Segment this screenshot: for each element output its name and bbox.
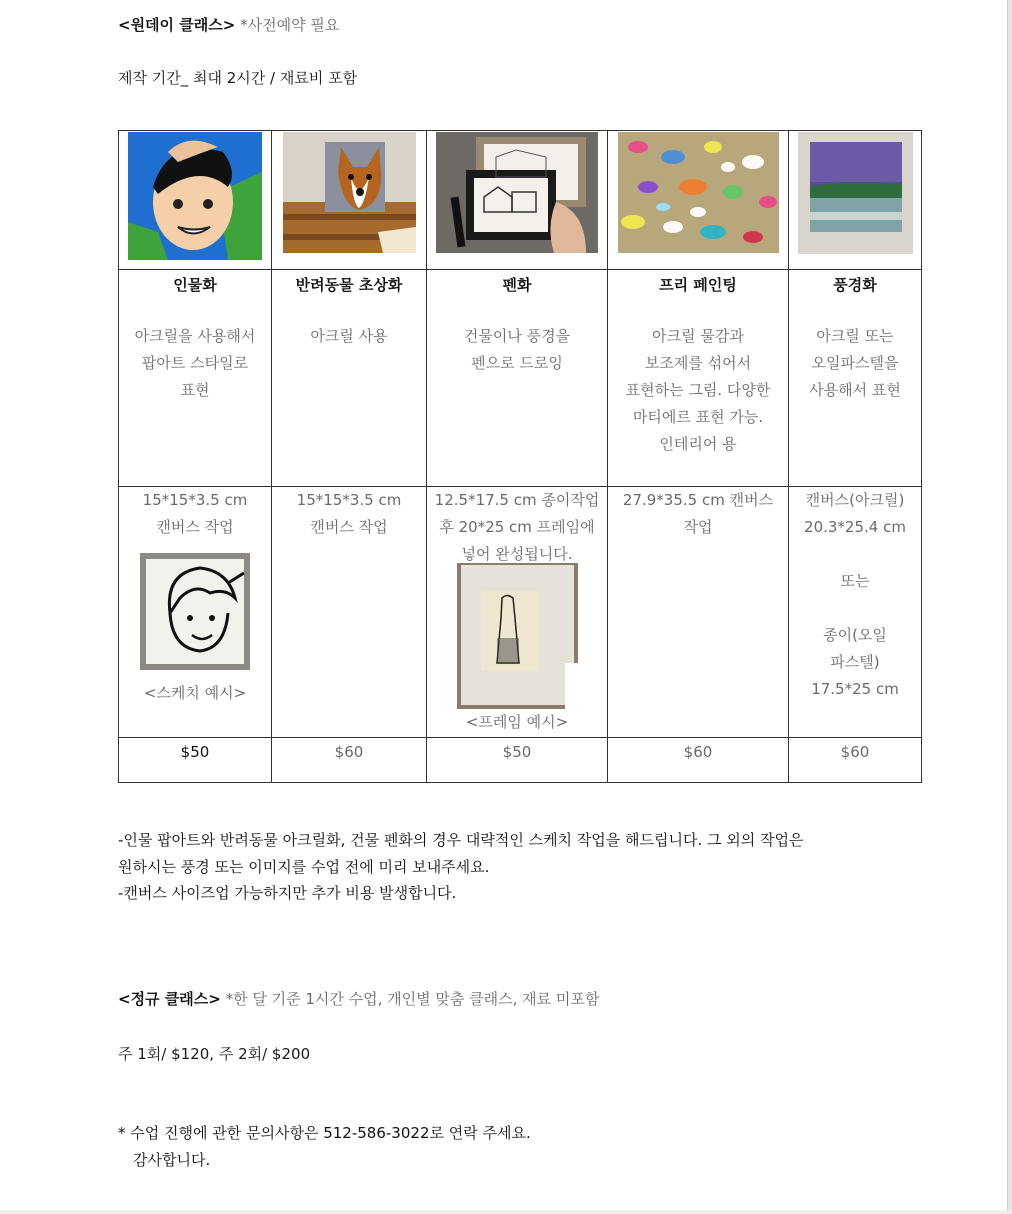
class-table xyxy=(118,130,922,783)
spec-row xyxy=(119,487,922,738)
notes-block xyxy=(118,827,804,907)
note-line: -인물 팝아트와 반려동물 아크릴화, 건물 펜화의 경우 대략적인 스케치 작업을 해드립니다. 그 외의 작업은 xyxy=(118,831,804,849)
landscape-desc-line: 아크릴 또는 xyxy=(816,327,894,345)
portrait-price: $50 xyxy=(180,743,210,761)
landscape-spec-line xyxy=(789,595,921,622)
pen-desc-line: 건물이나 풍경을 xyxy=(463,327,571,345)
pen-image-cell xyxy=(427,131,608,270)
free-painting-price-cell xyxy=(608,738,789,783)
landscape-spec-line: 20.3*25.4 cm xyxy=(804,518,906,536)
pet-spec-line: 15*15*3.5 cm xyxy=(296,491,402,509)
pen-price-cell xyxy=(427,738,608,783)
portrait-spec-line: 15*15*3.5 cm xyxy=(142,491,248,509)
pet-spec-cell xyxy=(272,487,427,738)
landscape-spec-line: 캔버스(아크릴) xyxy=(805,491,905,509)
landscape-desc-line: 오일파스텔을 xyxy=(811,354,899,372)
image-row xyxy=(119,131,922,270)
page-bottom-edge xyxy=(0,1210,1012,1214)
portrait-desc-cell xyxy=(119,270,272,487)
landscape-desc-cell xyxy=(789,270,922,487)
free-painting-spec-line: 27.9*35.5 cm 캔버스 xyxy=(622,491,774,509)
name-row xyxy=(119,270,922,487)
portrait-spec-line: 캔버스 작업 xyxy=(156,518,234,536)
pet-spec-line: 캔버스 작업 xyxy=(310,518,388,536)
free-painting-spec-line: 작업 xyxy=(683,518,713,536)
portrait-desc-line: 표현 xyxy=(180,381,210,399)
landscape-spec-line xyxy=(789,541,921,568)
pen-price: $50 xyxy=(502,743,532,761)
landscape-price: $60 xyxy=(840,743,870,761)
thanks-line: 감사합니다. xyxy=(133,1150,211,1169)
portrait-popart-image xyxy=(128,132,262,260)
portrait-desc-line: 팝아트 스타일로 xyxy=(141,354,249,372)
pet-image-cell xyxy=(272,131,427,270)
pet-desc-cell xyxy=(272,270,427,487)
portrait-spec-cell xyxy=(119,487,272,738)
landscape-painting-image xyxy=(798,132,913,254)
price-row xyxy=(119,738,922,783)
free-painting-class-name: 프리 페인팅 xyxy=(659,276,737,294)
contact-line: * 수업 진행에 관한 문의사항은 512-586-3022로 연락 주세요. xyxy=(118,1124,531,1142)
pen-spec-cell xyxy=(427,487,608,738)
pet-desc-line: 아크릴 사용 xyxy=(310,327,388,345)
landscape-spec-line: 종이(오일 xyxy=(823,626,887,644)
oneday-duration: 제작 기간_ 최대 2시간 / 재료비 포함 xyxy=(118,69,358,87)
free-painting-image xyxy=(618,132,779,253)
pen-desc-cell xyxy=(427,270,608,487)
regular-note: *한 달 기준 1시간 수업, 개인별 맞춤 클래스, 재료 미포함 xyxy=(225,990,600,1008)
regular-heading-line xyxy=(118,988,599,1009)
oneday-heading-line xyxy=(118,14,339,35)
pet-price-cell xyxy=(272,738,427,783)
free-painting-desc-line: 표현하는 그림. 다양한 xyxy=(625,381,771,399)
free-painting-desc-line: 보조제를 섞어서 xyxy=(644,354,752,372)
free-painting-image-cell xyxy=(608,131,789,270)
portrait-image-cell xyxy=(119,131,272,270)
note-line: 원하시는 풍경 또는 이미지를 수업 전에 미리 보내주세요. xyxy=(118,857,490,876)
landscape-spec-cell xyxy=(789,487,922,738)
landscape-image-cell xyxy=(789,131,922,270)
sketch-example-image xyxy=(140,553,250,670)
sketch-example-caption: <스케치 예시> xyxy=(143,684,247,702)
landscape-spec-line: 또는 xyxy=(840,572,870,590)
pen-spec-line: 후 20*25 cm 프레임에 xyxy=(439,518,595,536)
landscape-spec-line: 파스텔) xyxy=(830,653,880,671)
oneday-note: *사전예약 필요 xyxy=(240,16,340,34)
pen-spec-line: 넣어 완성됩니다. xyxy=(461,545,573,563)
pet-class-name: 반려동물 초상화 xyxy=(295,276,403,294)
free-painting-price: $60 xyxy=(683,743,713,761)
contact-block xyxy=(118,1120,531,1173)
free-painting-desc-line: 아크릴 물감과 xyxy=(652,327,744,345)
landscape-spec-line: 17.5*25 cm xyxy=(811,680,899,698)
regular-pricing: 주 1회/ $120, 주 2회/ $200 xyxy=(118,1045,311,1063)
page-scroll-edge xyxy=(1007,0,1012,1214)
frame-example-caption: <프레임 예시> xyxy=(465,713,569,731)
free-painting-desc-line: 마티에르 표현 가능. xyxy=(632,408,764,426)
landscape-price-cell xyxy=(789,738,922,783)
landscape-desc-line: 사용해서 표현 xyxy=(809,381,901,399)
regular-title: <정규 클래스> xyxy=(118,990,221,1008)
pen-desc-line: 펜으로 드로잉 xyxy=(471,354,563,372)
note-line: -캔버스 사이즈업 가능하지만 추가 비용 발생합니다. xyxy=(118,884,457,902)
pen-spec-line: 12.5*17.5 cm 종이작업 xyxy=(434,491,600,509)
free-painting-desc-line: 인테리어 용 xyxy=(659,435,737,453)
pen-drawing-image xyxy=(436,132,598,253)
landscape-class-name: 풍경화 xyxy=(833,276,877,294)
free-painting-spec-cell xyxy=(608,487,789,738)
portrait-desc-line: 아크릴을 사용해서 xyxy=(134,327,256,345)
portrait-class-name: 인물화 xyxy=(173,276,217,294)
portrait-price-cell xyxy=(119,738,272,783)
frame-example-image xyxy=(457,563,578,709)
oneday-title: <원데이 클래스> xyxy=(118,16,236,34)
free-painting-desc-cell xyxy=(608,270,789,487)
pet-price: $60 xyxy=(334,743,364,761)
pet-portrait-image xyxy=(283,132,416,253)
pen-class-name: 펜화 xyxy=(502,276,532,294)
